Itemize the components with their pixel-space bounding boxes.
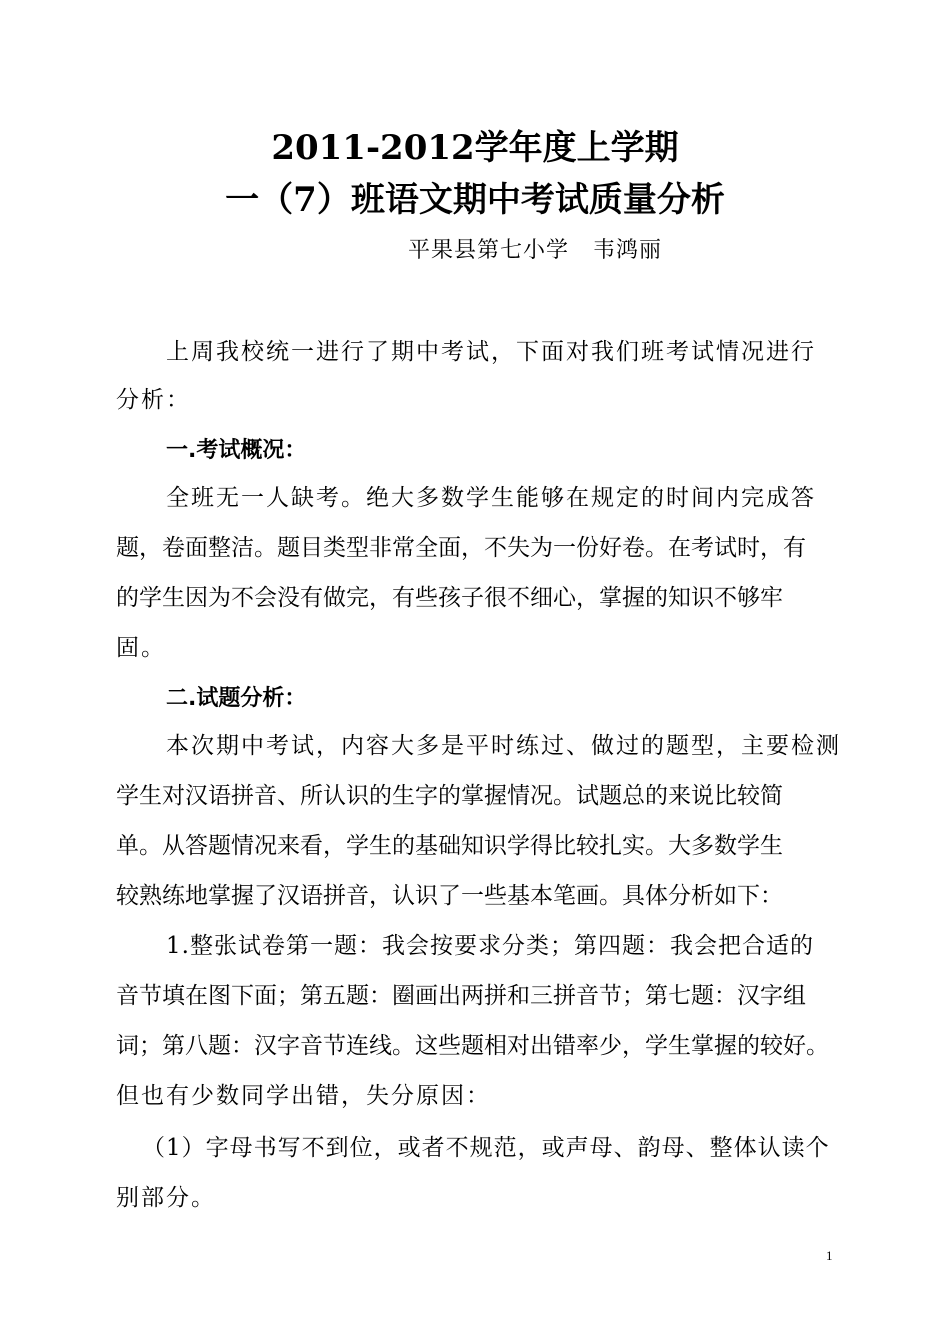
section-1-line-4: 固。 <box>116 635 166 661</box>
section-2-line-9: （1）字母书写不到位，或者不规范，或声母、韵母、整体认读个 <box>142 1135 830 1161</box>
section-2-line-10: 别部分。 <box>116 1185 216 1211</box>
section-1-heading: 一.考试概况： <box>166 438 307 463</box>
section-2-line-5: 1.整张试卷第一题：我会按要求分类；第四题：我会把合适的 <box>166 933 814 959</box>
page-number: 1 <box>826 1248 833 1263</box>
section-2-heading: 二.试题分析： <box>166 686 307 711</box>
section-2-line-6: 音节填在图下面；第五题：圈画出两拼和三拼音节；第七题：汉字组 <box>116 983 806 1009</box>
section-1-line-2: 题，卷面整洁。题目类型非常全面，不失为一份好卷。在考试时，有 <box>116 535 806 561</box>
section-2-line-3: 单。从答题情况来看，学生的基础知识学得比较扎实。大多数学生 <box>116 833 783 859</box>
section-2-line-1: 本次期中考试，内容大多是平时练过、做过的题型，主要检测 <box>166 733 841 759</box>
section-2-line-2: 学生对汉语拼音、所认识的生字的掌握情况。试题总的来说比较简 <box>116 783 783 809</box>
document-title-line-2: 一（7）班语文期中考试质量分析 <box>225 180 725 220</box>
section-1-line-1: 全班无一人缺考。绝大多数学生能够在规定的时间内完成答 <box>166 485 816 511</box>
section-2-line-4: 较熟练地掌握了汉语拼音，认识了一些基本笔画。具体分析如下： <box>116 883 783 909</box>
section-1-line-3: 的学生因为不会没有做完，有些孩子很不细心，掌握的知识不够牢 <box>116 585 783 611</box>
author-line: 平果县第七小学 韦鸿丽 <box>408 238 662 263</box>
document-title-line-1: 2011-2012学年度上学期 <box>271 128 679 168</box>
intro-line-1: 上周我校统一进行了期中考试，下面对我们班考试情况进行 <box>166 339 816 365</box>
section-2-line-7: 词；第八题：汉字音节连线。这些题相对出错率少，学生掌握的较好。 <box>116 1033 829 1059</box>
intro-line-2: 分析： <box>116 387 191 413</box>
section-2-line-8: 但也有少数同学出错，失分原因： <box>116 1083 491 1109</box>
